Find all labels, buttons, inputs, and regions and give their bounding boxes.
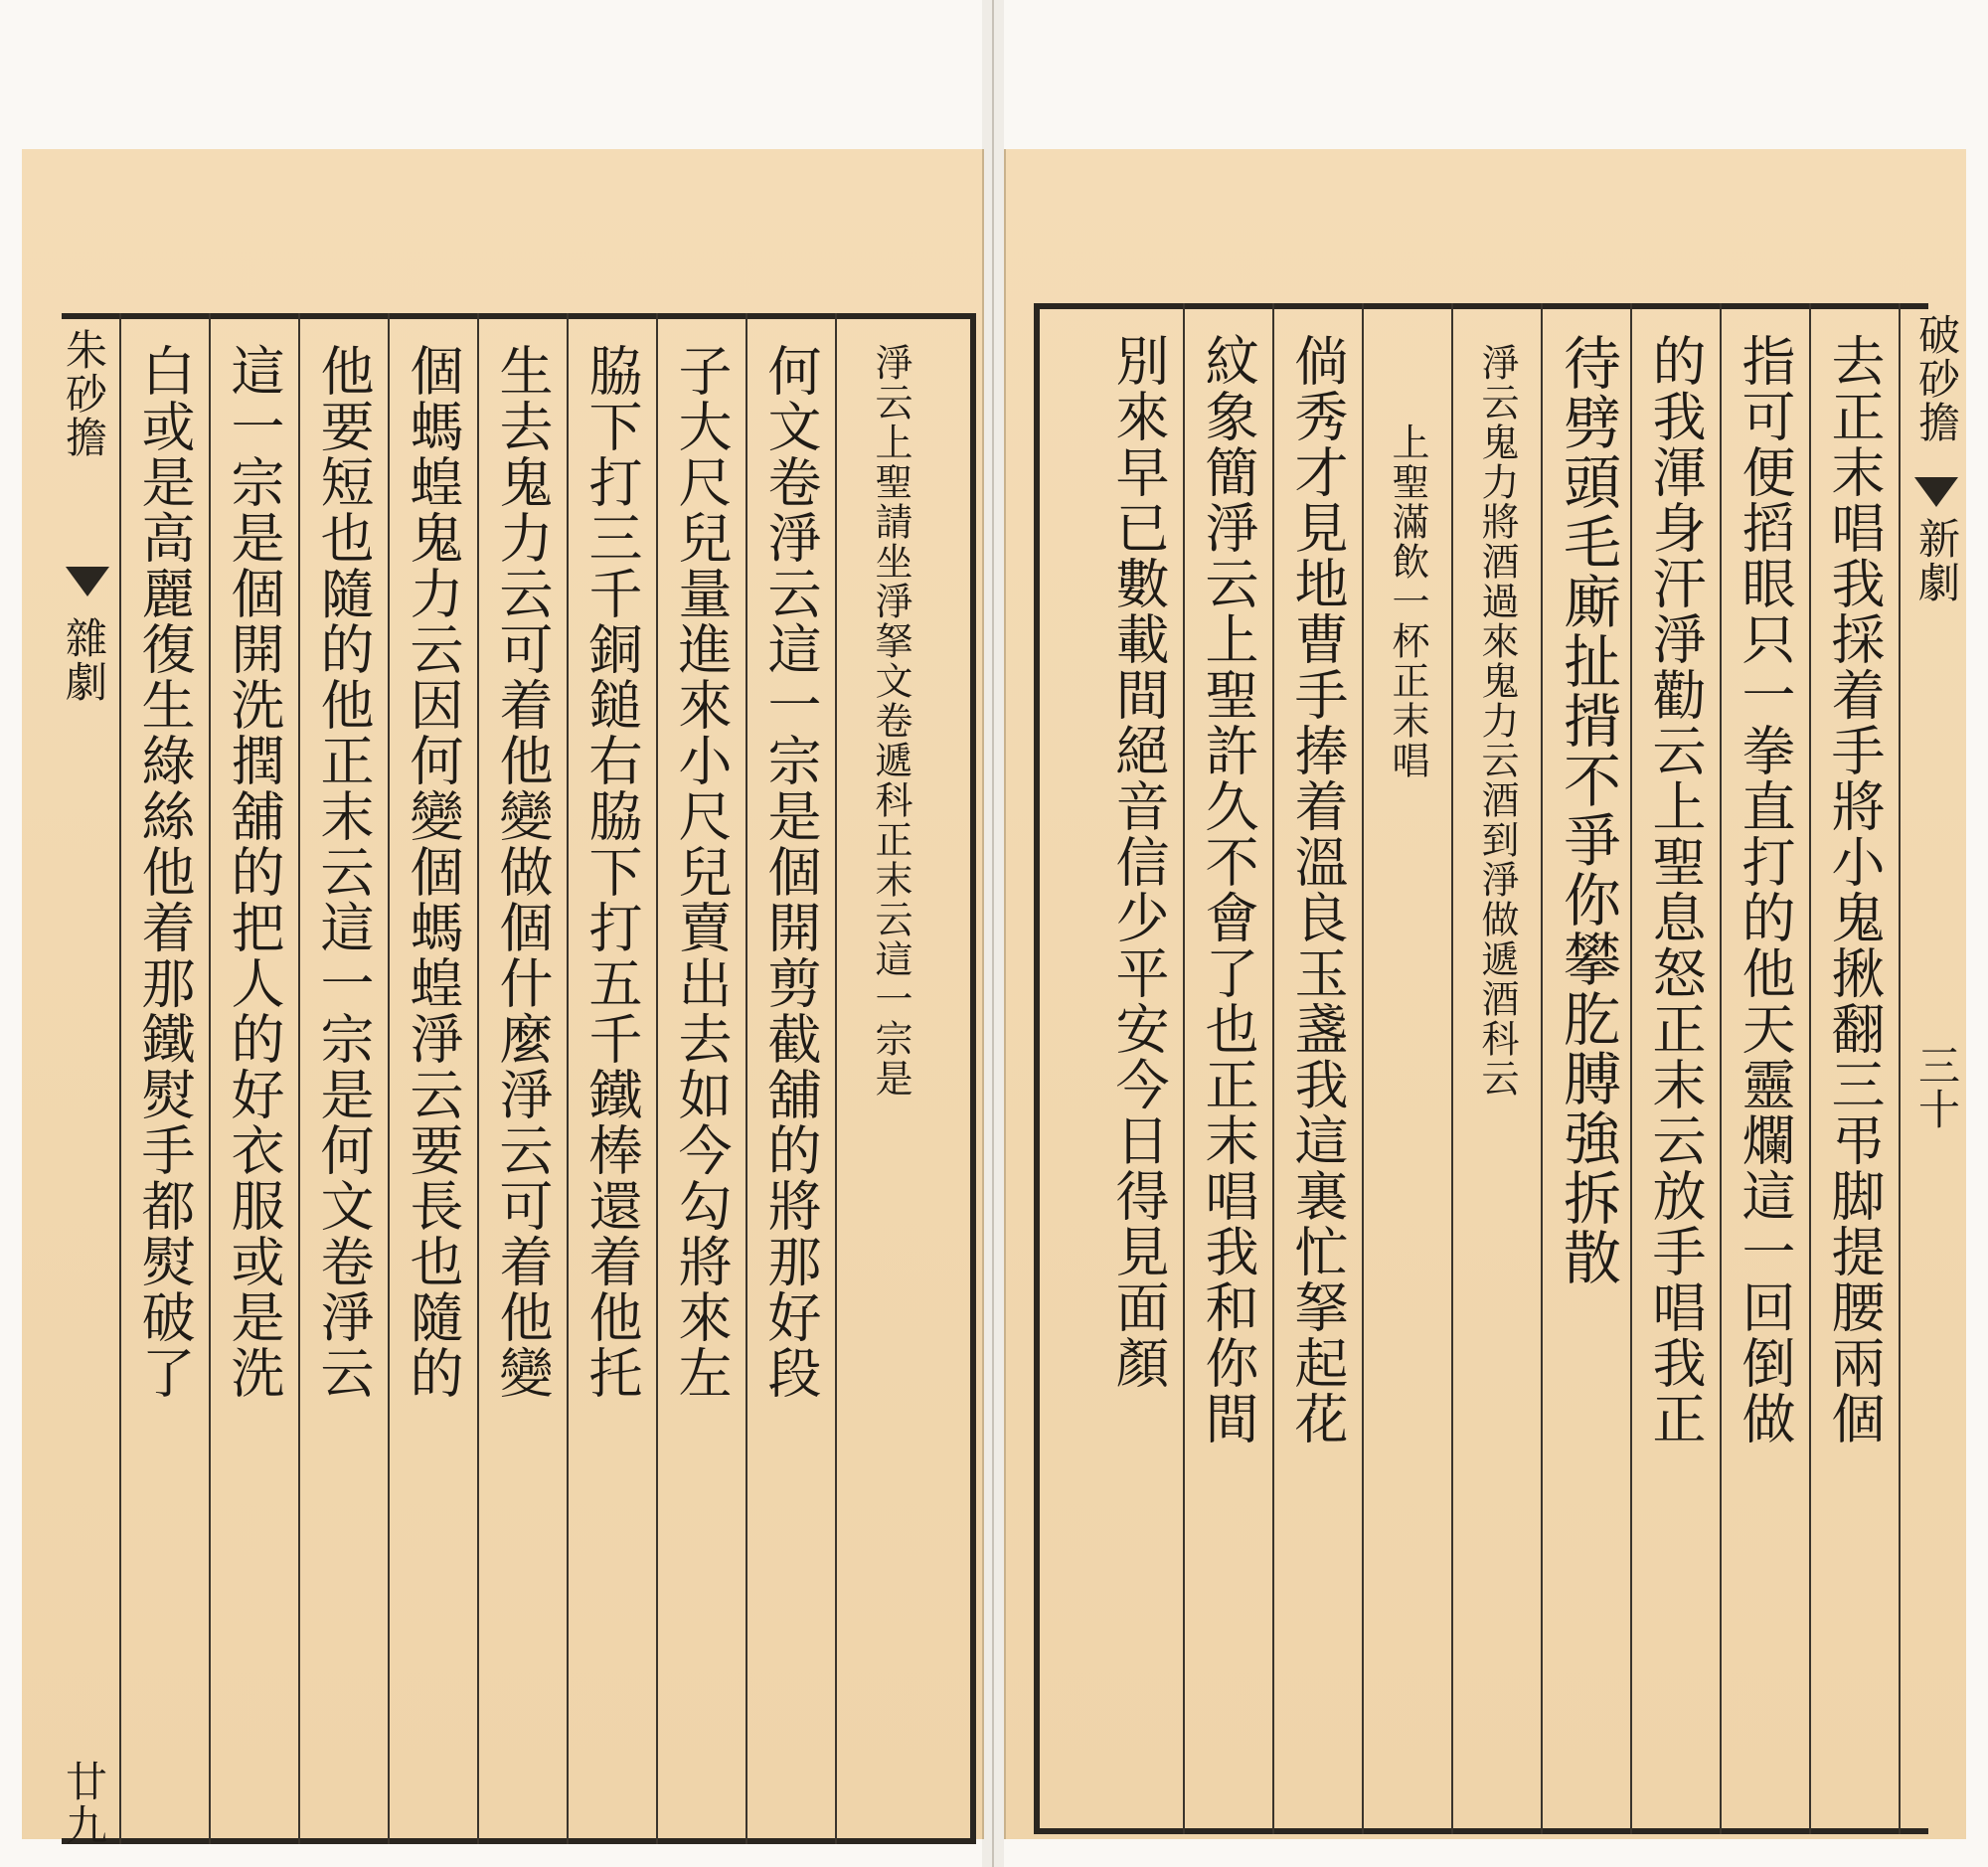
text-column: 的我渾身汗淨勸云上聖息怒正末云放手唱我正 [1644,333,1707,1446]
text-column: 別來早已數載間絕音信少平安今日得見面顏 [1107,333,1170,1391]
spine-line [992,0,994,1867]
right-rule [1809,303,1811,1834]
text-column: 白或是高麗復生綠絲他着那鐵熨手都熨破了 [133,343,196,1401]
left-margin-genre: 雜劇 [60,616,108,704]
left-rule [119,313,121,1844]
text-column: 何文卷淨云這一宗是個開剪截舖的將那好段 [759,343,822,1401]
text-column: 這一宗是個開洗撋舖的把人的好衣服或是洗 [223,343,285,1401]
text-column: 指可便搯眼只一拳直打的他天靈爛這一回倒做 [1734,333,1796,1446]
text-column: 上聖滿飲一杯正末唱 [1386,423,1429,780]
right-rule [1630,303,1632,1834]
right-fishtail [1914,477,1958,507]
right-rule [1272,303,1274,1834]
left-rule [477,313,479,1844]
right-rule [1541,303,1543,1834]
right-rule [1362,303,1364,1834]
text-column: 紋象簡淨云上聖許久不會了也正末唱我和你間 [1197,333,1259,1446]
left-rule [388,313,390,1844]
right-page [1004,149,1966,1839]
left-rule [567,313,569,1844]
text-column: 生去鬼力云可着他變做個什麼淨云可着他變 [491,343,554,1401]
text-column: 脇下打三千銅鎚右脇下打五千鐵棒還着他托 [580,343,643,1401]
right-rule [1720,303,1722,1834]
right-rule [1451,303,1453,1834]
left-rule [746,313,747,1844]
right-rule [1899,303,1901,1834]
text-column: 他要短也隨的他正末云這一宗是何文卷淨云 [312,343,375,1401]
left-rule [835,313,837,1844]
left-margin-folio: 廿九 [60,1760,108,1847]
text-column: 待劈頭毛廝扯揹不爭你攀肐膊強拆散 [1554,333,1621,1287]
left-fishtail [66,567,109,596]
left-rule [656,313,658,1844]
right-margin-folio: 三十 [1912,1044,1961,1131]
text-column: 倘秀才見地曹手捧着溫良玉盞我這裏忙拏起花 [1286,333,1349,1446]
text-column: 淨云鬼力將酒過來鬼力云酒到淨做遞酒科云 [1475,343,1519,1099]
left-rule [298,313,300,1844]
left-margin-title: 朱砂擔 [60,328,108,459]
text-column: 去正末唱我採着手將小鬼揪翻三弔脚提腰兩個 [1823,333,1886,1446]
right-rule [1183,303,1185,1834]
left-page [22,149,984,1847]
right-margin-genre: 新劇 [1912,517,1961,604]
right-margin-title: 破砂擔 [1912,313,1961,444]
left-rule [209,313,211,1844]
text-column: 子大尺兒量進來小尺兒賣出去如今勾將來左 [670,343,733,1401]
text-column: 個螞蝗鬼力云因何變個螞蝗淨云要長也隨的 [402,343,464,1401]
text-column: 淨云上聖請坐淨拏文卷遞科正末云這一宗是 [869,343,912,1099]
